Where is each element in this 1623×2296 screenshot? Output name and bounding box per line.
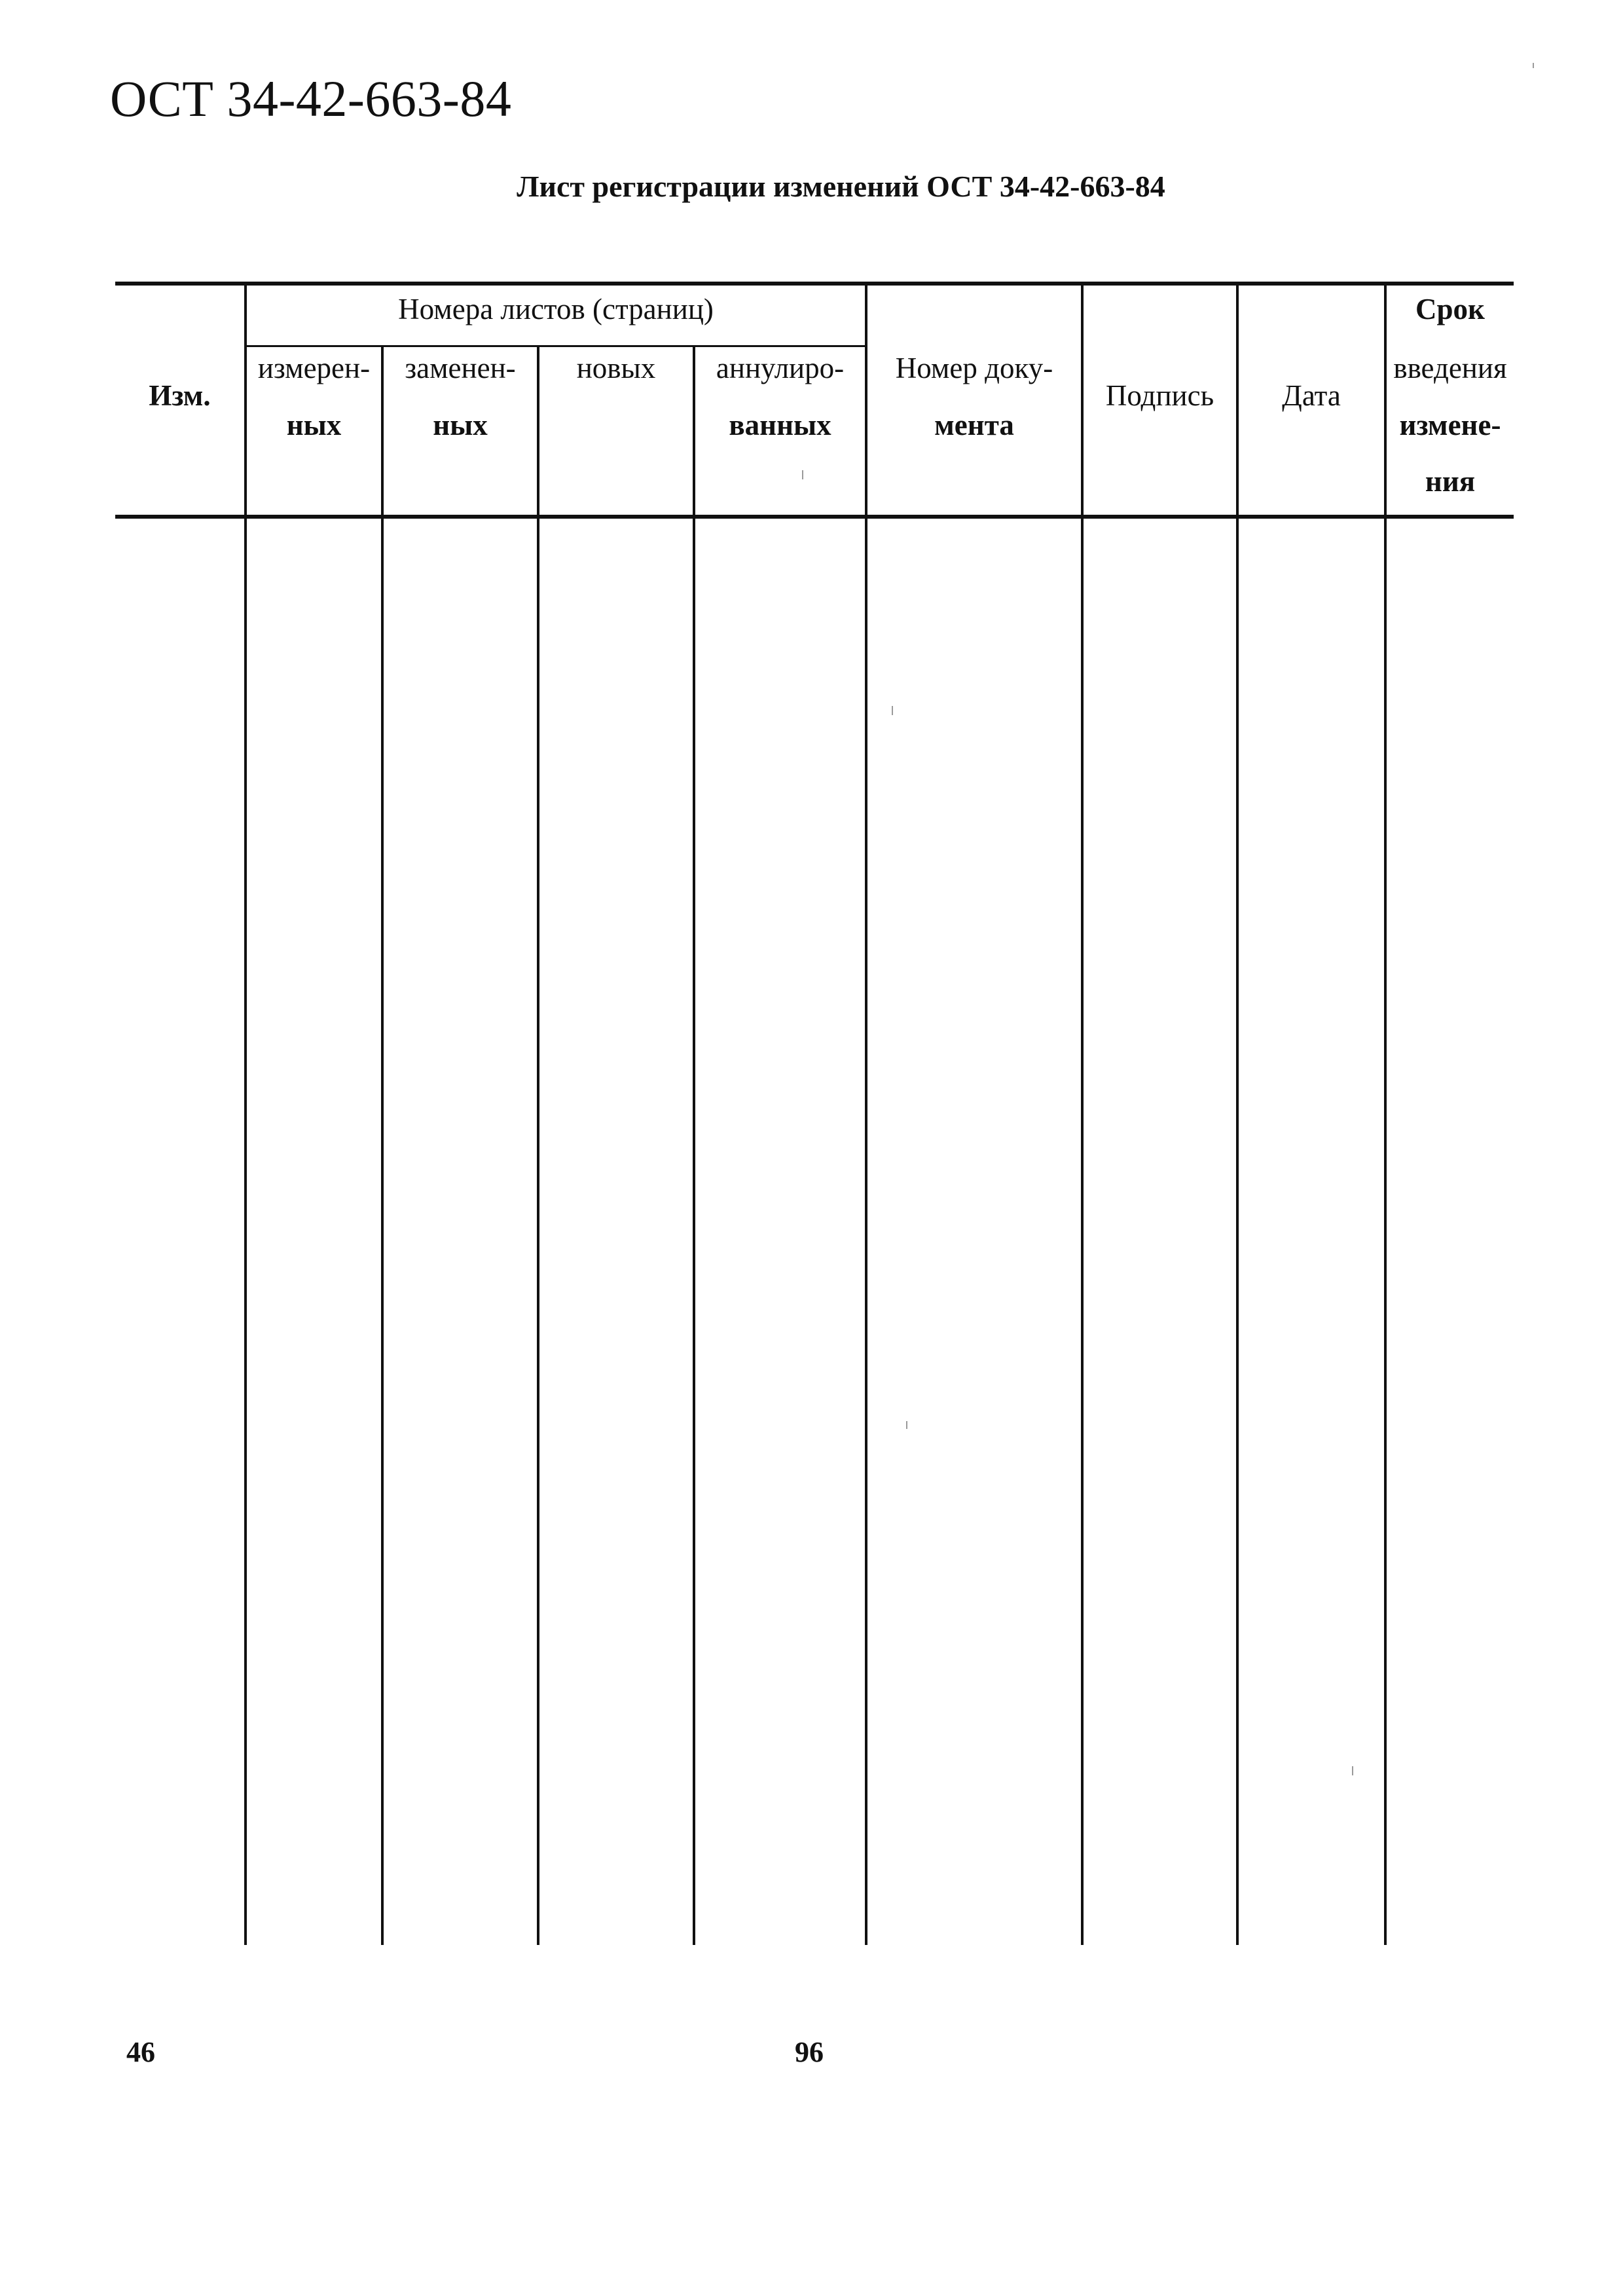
header-izmerennyh-line1: измерен- (257, 352, 371, 384)
header-annulirovannyh-line2: ванных (729, 409, 831, 441)
column-divider-izmerennyh (381, 346, 384, 1945)
header-data: Дата (1282, 379, 1341, 412)
header-nomer-dokumenta-line1: Номер доку- (895, 352, 1053, 384)
header-srok-line1: Срок (1415, 293, 1485, 325)
column-divider-data (1384, 284, 1387, 1945)
header-zamenennyh-line2: ных (433, 409, 488, 441)
header-group-sheet-numbers: Номера листов (страниц) (398, 293, 714, 325)
header-nomer-dokumenta-line2: мента (934, 409, 1014, 441)
scan-mark (1533, 63, 1534, 68)
document-code: ОСТ 34-42-663-84 (110, 70, 512, 127)
table-top-rule (115, 282, 1514, 286)
header-podpis: Подпись (1105, 379, 1214, 412)
header-izmerennyh-line2: ных (286, 409, 342, 441)
header-srok-line3: измене- (1399, 409, 1501, 441)
header-annulirovannyh-line1: аннулиро- (716, 352, 845, 384)
scan-mark (1352, 1766, 1353, 1775)
header-novyh: новых (576, 352, 656, 384)
column-divider-novyh (693, 346, 695, 1945)
scan-mark (802, 470, 803, 479)
column-divider-nomer-dokumenta (1081, 284, 1084, 1945)
column-divider-zamenennyh (537, 346, 539, 1945)
scan-mark (906, 1421, 907, 1429)
sheet-title: Лист регистрации изменений ОСТ 34-42-663-84 (517, 170, 1165, 203)
header-srok-line4: ния (1425, 465, 1476, 498)
table-header-bottom-rule (115, 515, 1514, 519)
header-izm: Изм. (149, 379, 211, 412)
column-divider-izm (244, 284, 247, 1945)
scan-mark (892, 706, 893, 715)
column-divider-annulirovannyh (865, 284, 867, 1945)
header-zamenennyh-line1: заменен- (405, 352, 516, 384)
header-srok-line2: введения (1393, 352, 1507, 384)
column-divider-podpis (1236, 284, 1239, 1945)
page-number-left: 46 (126, 2036, 155, 2068)
page-number-center: 96 (795, 2036, 824, 2068)
group-header-divider (244, 345, 867, 347)
